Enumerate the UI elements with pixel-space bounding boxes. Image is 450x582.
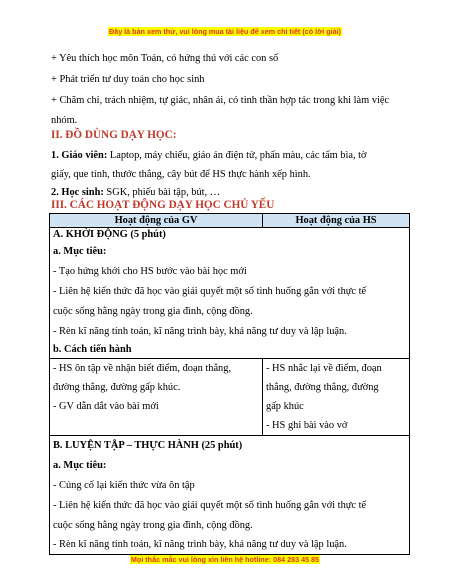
section-a-title: A. KHỞI ĐỘNG (5 phút) [53,229,166,240]
hs-activity-cell [263,359,410,436]
header-gv: Hoạt động của GV [50,214,263,228]
hotline-banner: Mọi thắc mắc vui lòng xin liên hệ hotline: 084 283 45 85 [130,555,320,564]
activity-table [49,213,410,555]
section-a-cell [50,228,410,359]
list-item: - GV dẫn dắt vào bài mới [53,401,159,412]
preview-banner: Đây là bản xem thử, vui lòng mua tài liệu để xem chi tiết (có lời giải) [109,27,341,36]
section-heading-materials: II. ĐỒ DÙNG DẠY HỌC: [51,129,177,141]
list-item: - Rèn kĩ năng tính toán, kĩ năng trình bày, khả năng tư duy và lập luận. [53,326,347,337]
table-row [50,359,410,436]
header-hs: Hoạt động của HS [263,214,410,228]
teacher-text: Laptop, máy chiếu, giáo án điện tử, phấn màu, các tấm bìa, tờ [107,150,367,161]
table-row [50,228,410,359]
student-text: SGK, phiếu bài tập, bút, … [103,187,221,198]
list-item: đường thẳng, đường gấp khúc. [53,382,181,393]
section-heading-activities: III. CÁC HOẠT ĐỘNG DẠY HỌC CHỦ YẾU [51,199,275,211]
intro-line: + Phát triển tư duy toán cho học sinh [51,74,205,85]
list-item: cuộc sống hằng ngày trong gia đình, cộng đồng. [53,306,253,317]
gv-activity-cell [50,359,263,436]
teacher-materials-cont: giấy, que tính, thước thẳng, cây bút để HS thực hành xếp hình. [51,169,311,180]
intro-line: + Yêu thích học môn Toán, có hứng thú với các con số [51,53,279,64]
section-a-objectives: a. Mục tiêu: [53,246,107,257]
list-item: - HS ghi bài vào vở [266,420,348,431]
list-item: - Tạo hứng khởi cho HS bước vào bài học mới [53,266,247,277]
student-materials [51,186,220,199]
list-item: - Rèn kĩ năng tính toán, kĩ năng trình bày, khả năng tư duy và lập luận. [53,539,347,550]
section-b-objectives: a. Mục tiêu: [53,460,107,471]
list-item: - Liên hệ kiến thức đã học vào giải quyết một số tình huống gắn với thực tế [53,500,367,511]
student-label: 2. Học sinh: [51,187,104,198]
table-header-row [50,214,410,228]
teacher-label: 1. Giáo viên: [51,150,108,161]
list-item: - Liên hệ kiến thức đã học vào giải quyết một số tình huống gắn với thực tế [53,286,367,297]
section-b-cell [50,436,410,555]
list-item: - HS nhắc lại về điểm, đoạn [266,363,382,374]
section-a-procedure: b. Cách tiến hành [53,344,132,355]
list-item: - Củng cố lại kiến thức vừa ôn tập [53,480,195,491]
list-item: thẳng, đường thẳng, đường [266,382,379,393]
section-b-title: B. LUYỆN TẬP – THỰC HÀNH (25 phút) [53,440,243,451]
list-item: gấp khúc [266,401,304,412]
teacher-materials [51,149,367,162]
table-row [50,436,410,555]
intro-line: + Chăm chỉ, trách nhiệm, tự giác, nhân ái, có tinh thần hợp tác trong khi làm việc [51,95,390,106]
intro-line: nhóm. [51,115,78,126]
list-item: cuộc sống hằng ngày trong gia đình, cộng đồng. [53,520,253,531]
list-item: - HS ôn tập về nhận biết điểm, đoạn thẳng, [53,363,232,374]
